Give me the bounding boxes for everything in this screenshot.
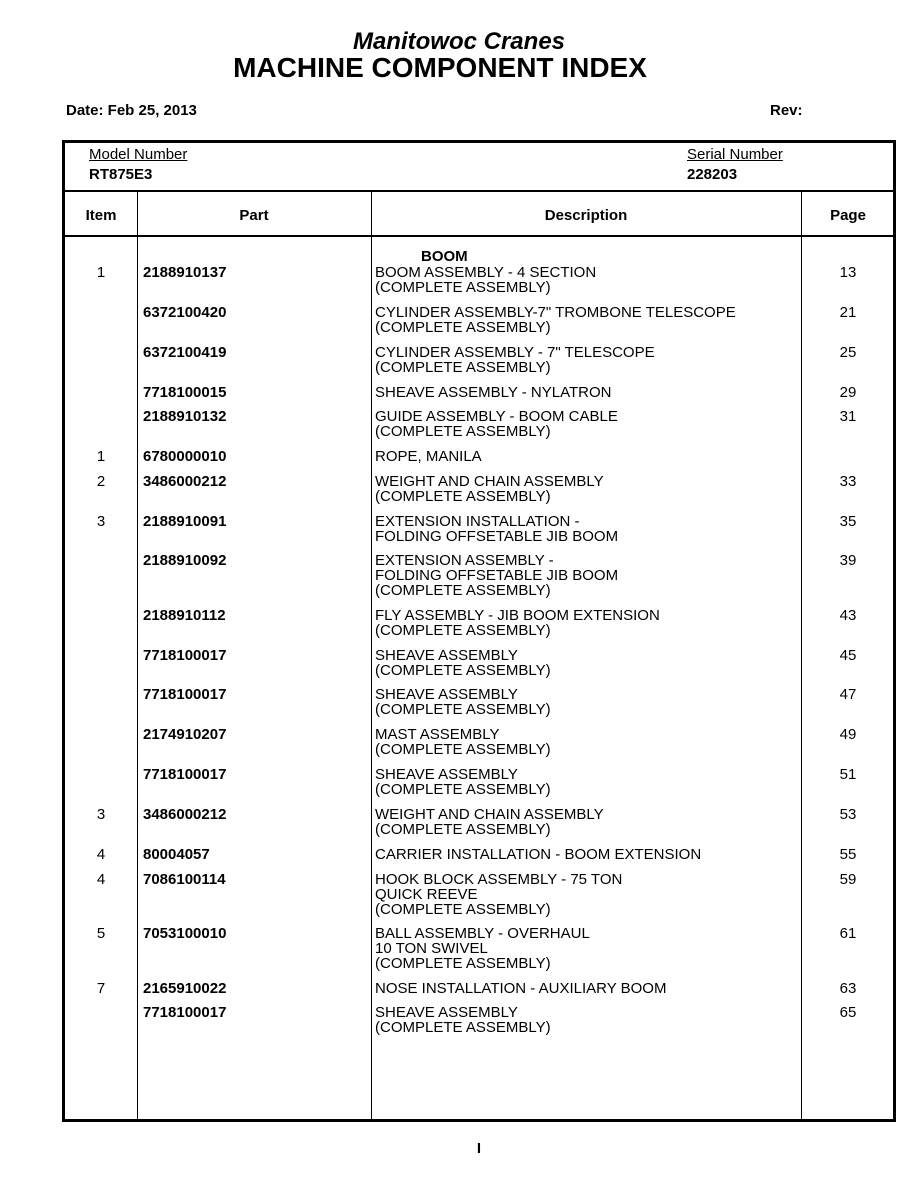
serial-number-value: 228203 [687, 166, 738, 183]
page-ref: 51 [839, 766, 857, 783]
description-line: (COMPLETE ASSEMBLY) [375, 423, 551, 440]
page-number: I [476, 1140, 482, 1157]
description-line: GUIDE ASSEMBLY - BOOM CABLE [375, 408, 618, 425]
description [375, 474, 604, 504]
description [375, 409, 618, 439]
page-ref: 29 [839, 384, 857, 401]
description [375, 553, 618, 598]
description [375, 345, 655, 375]
column-header-divider [65, 235, 893, 237]
column-divider-part [371, 191, 372, 1119]
item-number: 4 [96, 846, 106, 863]
page-ref: 13 [839, 264, 857, 281]
page-ref: 43 [839, 607, 857, 624]
column-divider-item [137, 191, 138, 1119]
page-ref: 35 [839, 513, 857, 530]
part-number: 6780000010 [143, 448, 227, 465]
page-ref: 31 [839, 408, 857, 425]
description-line: (COMPLETE ASSEMBLY) [375, 701, 551, 718]
description-line: FLY ASSEMBLY - JIB BOOM EXTENSION [375, 607, 660, 624]
part-number: 7718100017 [143, 647, 227, 664]
page-ref: 55 [839, 846, 857, 863]
description-line: (COMPLETE ASSEMBLY) [375, 821, 551, 838]
part-number: 7718100017 [143, 766, 227, 783]
description-line: (COMPLETE ASSEMBLY) [375, 741, 551, 758]
part-number: 2188910091 [143, 513, 227, 530]
item-number: 5 [96, 925, 106, 942]
description-line: 10 TON SWIVEL [375, 940, 488, 957]
page-ref: 63 [839, 980, 857, 997]
item-number: 1 [96, 264, 106, 281]
part-number: 6372100420 [143, 304, 227, 321]
part-number: 2188910137 [143, 264, 227, 281]
description [375, 385, 611, 400]
column-header-part: Part [239, 207, 269, 224]
page-ref: 21 [839, 304, 857, 321]
description [375, 514, 618, 544]
description-line: FOLDING OFFSETABLE JIB BOOM [375, 528, 619, 545]
part-number: 3486000212 [143, 806, 227, 823]
page-ref: 49 [839, 726, 857, 743]
item-number: 2 [96, 473, 106, 490]
column-header-description: Description [544, 207, 628, 224]
item-number: 1 [96, 448, 106, 465]
description-line: SHEAVE ASSEMBLY [375, 647, 518, 664]
part-number: 80004057 [143, 846, 210, 863]
column-header-page: Page [830, 207, 866, 224]
document-date: Date: Feb 25, 2013 [66, 102, 197, 119]
company-name: Manitowoc Cranes [352, 28, 566, 55]
revision-label: Rev: [770, 102, 803, 119]
part-number: 7718100017 [143, 1004, 227, 1021]
page-ref: 65 [839, 1004, 857, 1021]
description [375, 727, 551, 757]
page-ref: 39 [839, 552, 857, 569]
description-line: SHEAVE ASSEMBLY [375, 686, 518, 703]
page-ref: 59 [839, 871, 857, 888]
page-ref: 33 [839, 473, 857, 490]
description [375, 847, 701, 862]
description-line: CYLINDER ASSEMBLY - 7" TELESCOPE [375, 344, 655, 361]
item-number: 4 [96, 871, 106, 888]
part-number: 3486000212 [143, 473, 227, 490]
description-line: (COMPLETE ASSEMBLY) [375, 359, 551, 376]
description [375, 981, 666, 996]
description-line: NOSE INSTALLATION - AUXILIARY BOOM [375, 980, 667, 997]
description-line: (COMPLETE ASSEMBLY) [375, 901, 551, 918]
serial-number-block [687, 145, 783, 185]
part-number: 7053100010 [143, 925, 227, 942]
description-line: SHEAVE ASSEMBLY [375, 766, 518, 783]
page-ref: 25 [839, 344, 857, 361]
description [375, 767, 551, 797]
component-index-table [62, 140, 896, 1122]
description-line: (COMPLETE ASSEMBLY) [375, 1019, 551, 1036]
description-line: ROPE, MANILA [375, 448, 482, 465]
description-line: BALL ASSEMBLY - OVERHAUL [375, 925, 590, 942]
model-number-label: Model Number [89, 146, 188, 163]
part-number: 2188910092 [143, 552, 227, 569]
part-number: 2165910022 [143, 980, 227, 997]
description-line: CARRIER INSTALLATION - BOOM EXTENSION [375, 846, 702, 863]
description-line: HOOK BLOCK ASSEMBLY - 75 TON [375, 871, 623, 888]
part-number: 2174910207 [143, 726, 227, 743]
description [375, 305, 736, 335]
description-line: FOLDING OFFSETABLE JIB BOOM [375, 567, 619, 584]
description [375, 265, 596, 295]
description-line: (COMPLETE ASSEMBLY) [375, 279, 551, 296]
description-line: (COMPLETE ASSEMBLY) [375, 662, 551, 679]
description [375, 608, 660, 638]
part-number: 6372100419 [143, 344, 227, 361]
description-line: (COMPLETE ASSEMBLY) [375, 488, 551, 505]
description-line: SHEAVE ASSEMBLY [375, 1004, 518, 1021]
column-header-item: Item [85, 207, 117, 224]
description-line: (COMPLETE ASSEMBLY) [375, 955, 551, 972]
item-number: 7 [96, 980, 106, 997]
header-divider [65, 190, 893, 192]
part-number: 2188910112 [143, 607, 226, 624]
description [375, 687, 551, 717]
part-number: 2188910132 [143, 408, 227, 425]
description-line: (COMPLETE ASSEMBLY) [375, 622, 551, 639]
part-number: 7718100017 [143, 686, 227, 703]
description-line: (COMPLETE ASSEMBLY) [375, 781, 551, 798]
part-number: 7718100015 [143, 384, 227, 401]
item-number: 3 [96, 806, 106, 823]
description [375, 648, 551, 678]
part-number: 7086100114 [143, 871, 226, 888]
page-ref: 47 [839, 686, 857, 703]
description-line: WEIGHT AND CHAIN ASSEMBLY [375, 806, 604, 823]
page-ref: 53 [839, 806, 857, 823]
description [375, 872, 622, 917]
item-number: 3 [96, 513, 106, 530]
serial-number-label: Serial Number [687, 146, 783, 163]
description-line: MAST ASSEMBLY [375, 726, 500, 743]
description-line: CYLINDER ASSEMBLY-7" TROMBONE TELESCOPE [375, 304, 736, 321]
page-ref: 61 [839, 925, 857, 942]
section-heading: BOOM [421, 248, 468, 265]
document-title: MACHINE COMPONENT INDEX [233, 52, 647, 83]
description-line: EXTENSION ASSEMBLY - [375, 552, 554, 569]
description-line: BOOM ASSEMBLY - 4 SECTION [375, 264, 597, 281]
description [375, 1005, 551, 1035]
description-line: WEIGHT AND CHAIN ASSEMBLY [375, 473, 604, 490]
model-number-block [89, 145, 187, 185]
description-line: (COMPLETE ASSEMBLY) [375, 582, 551, 599]
description [375, 807, 604, 837]
description-line: SHEAVE ASSEMBLY - NYLATRON [375, 384, 612, 401]
description [375, 449, 482, 464]
model-number-value: RT875E3 [89, 166, 153, 183]
page-ref: 45 [839, 647, 857, 664]
description-line: EXTENSION INSTALLATION - [375, 513, 580, 530]
description-line: (COMPLETE ASSEMBLY) [375, 319, 551, 336]
description [375, 926, 590, 971]
description-line: QUICK REEVE [375, 886, 478, 903]
